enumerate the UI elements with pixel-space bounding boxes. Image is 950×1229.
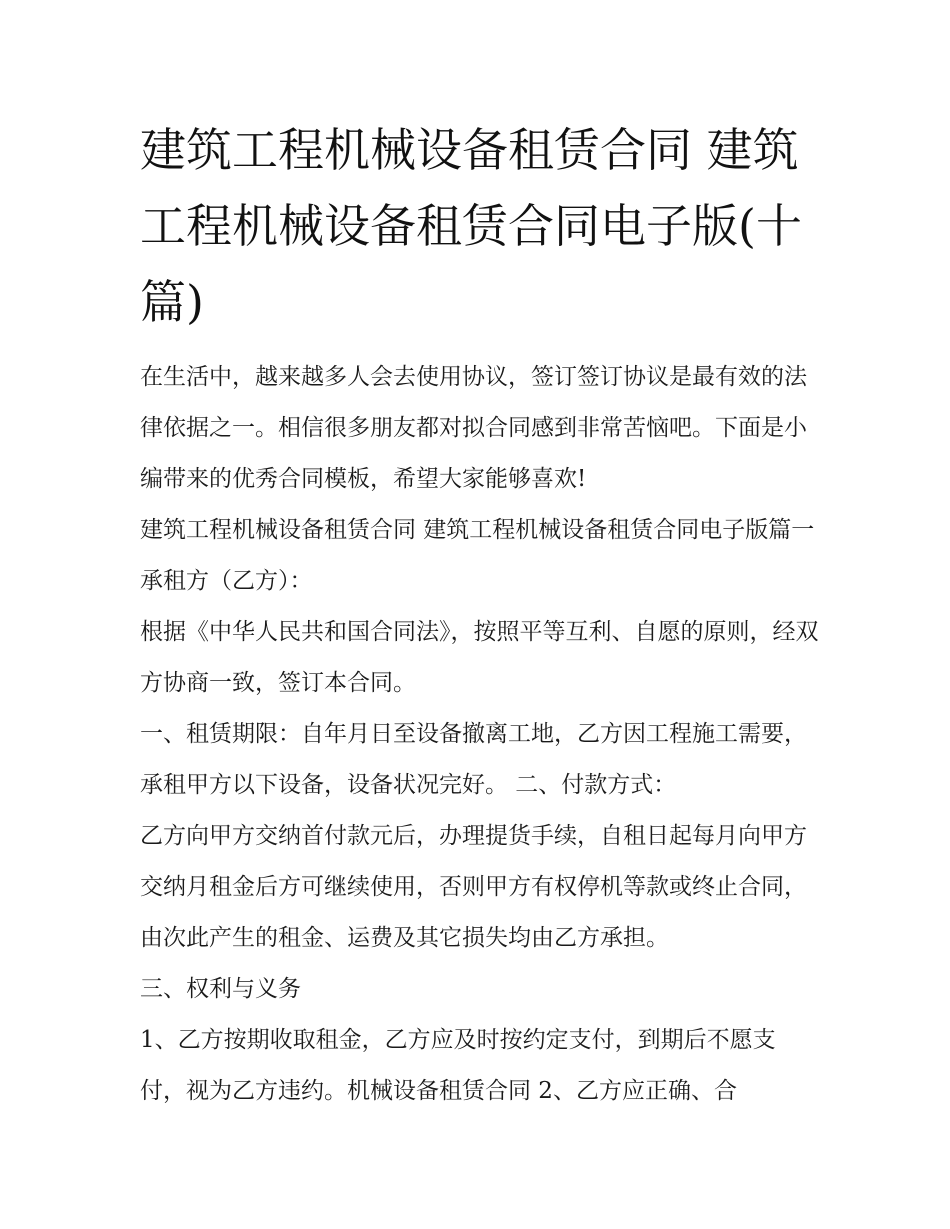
paragraph-lease-term: 一、租赁期限：自年月日至设备撤离工地，乙方因工程施工需要，承租甲方以下设备，设备状况完好。 二、付款方式： [140, 721, 807, 798]
paragraph-clause-1: 1、乙方按期收取租金，乙方应及时按约定支付，到期后不愿支付，视为乙方违约。机械设备租赁合同 2、乙方应正确、合 [140, 1027, 776, 1104]
paragraph-intro: 在生活中，越来越多人会去使用协议，签订签订协议是最有效的法律依据之一。相信很多朋友都对拟合同感到非常苦恼吧。下面是小编带来的优秀合同模板，希望大家能够喜欢! [140, 364, 807, 492]
document-title: 建筑工程机械设备租赁合同 建筑工程机械设备租赁合同电子版(十篇) [140, 123, 802, 329]
paragraph-section-heading: 建筑工程机械设备租赁合同 建筑工程机械设备租赁合同电子版篇一 承租方（乙方）： [140, 517, 815, 594]
paragraph-legal-basis: 根据《中华人民共和国合同法》，按照平等互利、自愿的原则，经双方协商一致，签订本合同。 [140, 619, 819, 696]
paragraph-rights-heading: 三、权利与义务 [140, 976, 301, 1002]
paragraph-payment: 乙方向甲方交纳首付款元后，办理提货手续，自租日起每月向甲方交纳月租金后方可继续使用，否则甲方有权停机等款或终止合同，由次此产生的租金、运费及其它损失均由乙方承担。 [140, 823, 807, 951]
document-body [140, 352, 820, 1117]
